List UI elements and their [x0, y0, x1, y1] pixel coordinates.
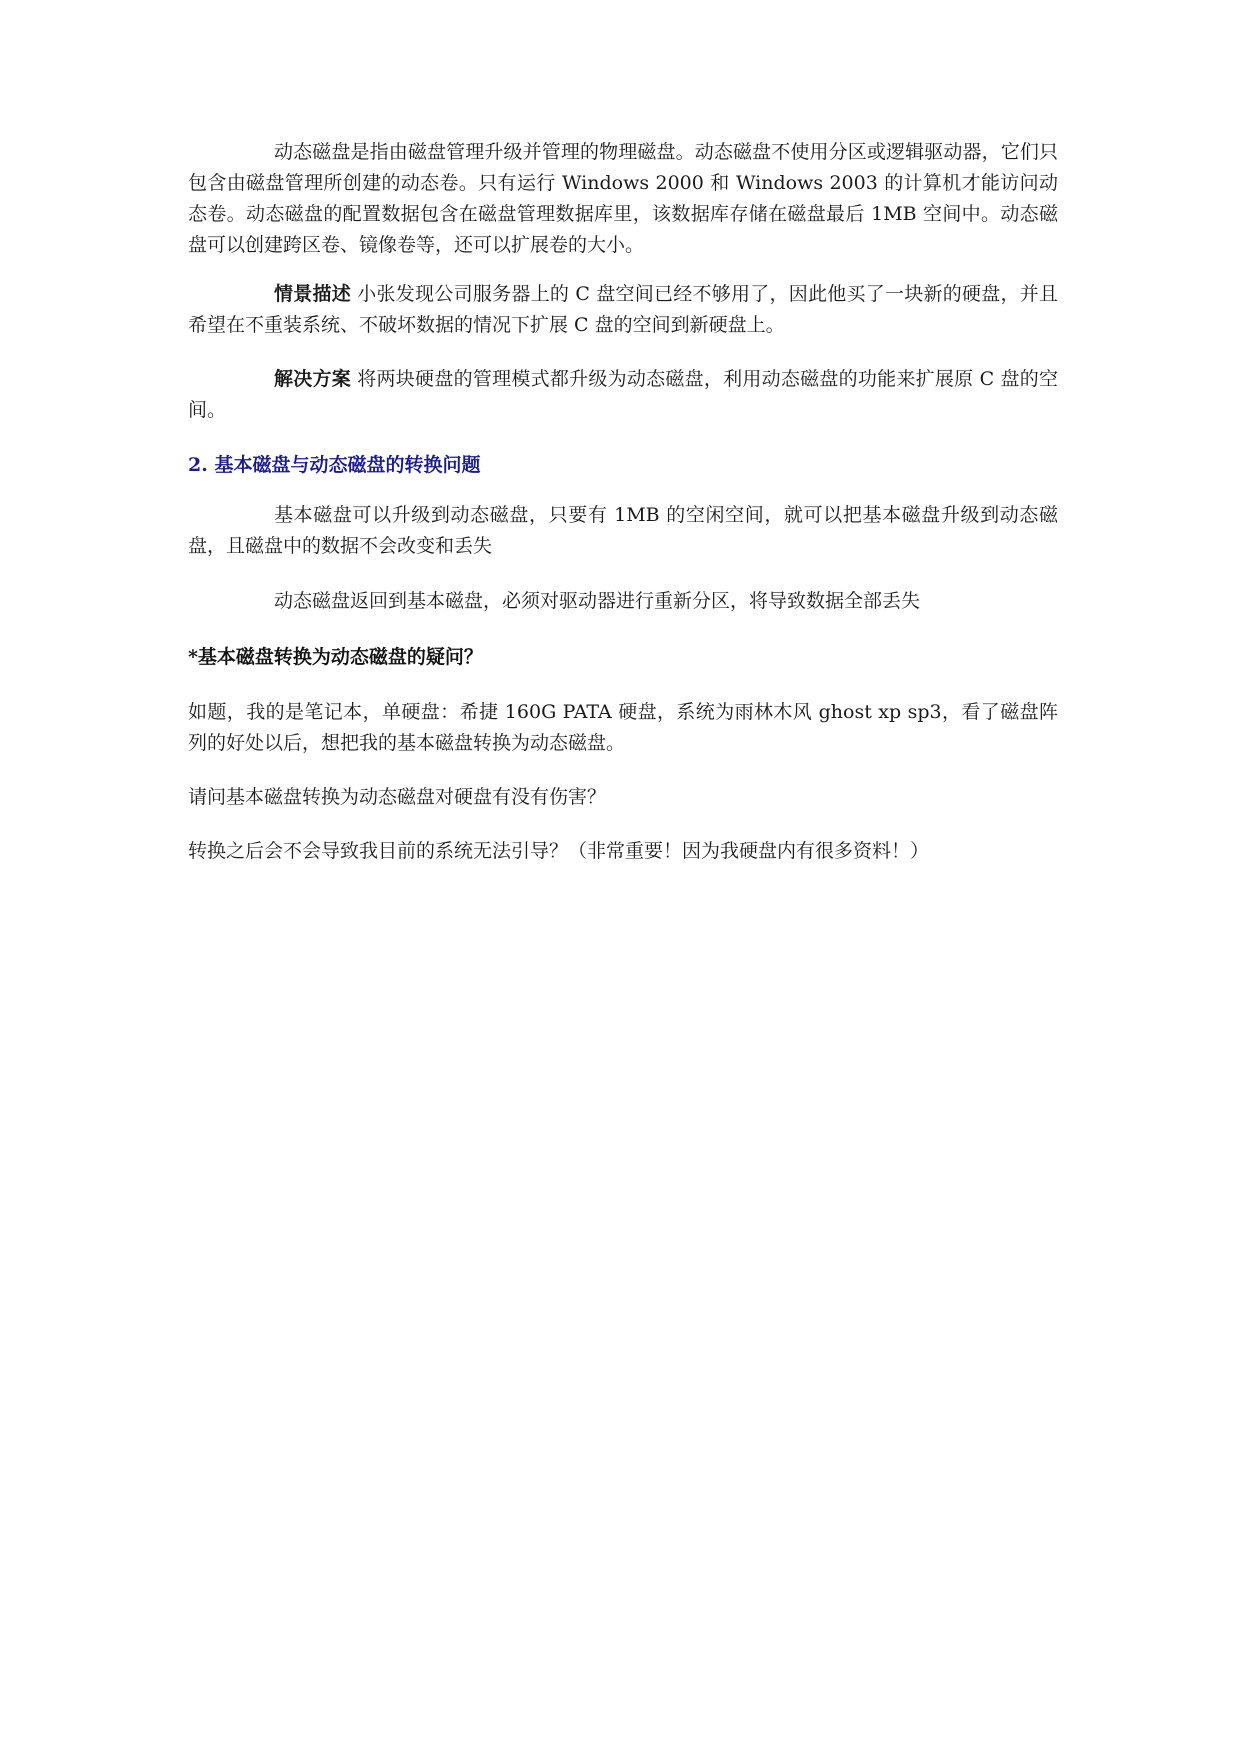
- scenario-text: 小张发现公司服务器上的 C 盘空间已经不够用了，因此他买了一块新的硬盘，并且希望在不重装系统、不破坏数据的情况下扩展 C 盘的空间到新硬盘上。: [188, 283, 1058, 336]
- solution-text: 将两块硬盘的管理模式都升级为动态磁盘，利用动态磁盘的功能来扩展原 C 盘的空间。: [188, 368, 1058, 421]
- intro-paragraph: 动态磁盘是指由磁盘管理升级并管理的物理磁盘。动态磁盘不使用分区或逻辑驱动器，它们只包含由磁盘管理所创建的动态卷。只有运行 Windows 2000 和 Windows 2003 的计算机才能访问动态卷。动态磁盘的配置数据包含在磁盘管理数据库里，该数据库存储在磁盘最后 1MB 空间中。动态磁盘可以创建跨区卷、镜像卷等，还可以扩展卷的大小。: [188, 141, 1058, 256]
- section-heading: 2. 基本磁盘与动态磁盘的转换问题: [188, 454, 481, 476]
- revert-paragraph: 动态磁盘返回到基本磁盘，必须对驱动器进行重新分区，将导致数据全部丢失: [274, 590, 921, 612]
- scenario-label: 情景描述: [274, 283, 352, 305]
- question-two: 转换之后会不会导致我目前的系统无法引导？（非常重要！因为我硬盘内有很多资料！）: [188, 840, 930, 862]
- scenario-paragraph: [188, 279, 1058, 341]
- question-one: 请问基本磁盘转换为动态磁盘对硬盘有没有伤害？: [188, 786, 607, 808]
- solution-paragraph: [188, 364, 1058, 426]
- question-body: 如题，我的是笔记本，单硬盘：希捷 160G PATA 硬盘，系统为雨林木风 ghost xp sp3，看了磁盘阵列的好处以后，想把我的基本磁盘转换为动态磁盘。: [188, 701, 1058, 754]
- question-heading: *基本磁盘转换为动态磁盘的疑问？: [188, 646, 483, 668]
- solution-label: 解决方案: [274, 368, 352, 390]
- upgrade-paragraph: 基本磁盘可以升级到动态磁盘，只要有 1MB 的空闲空间，就可以把基本磁盘升级到动态磁盘，且磁盘中的数据不会改变和丢失: [188, 504, 1058, 557]
